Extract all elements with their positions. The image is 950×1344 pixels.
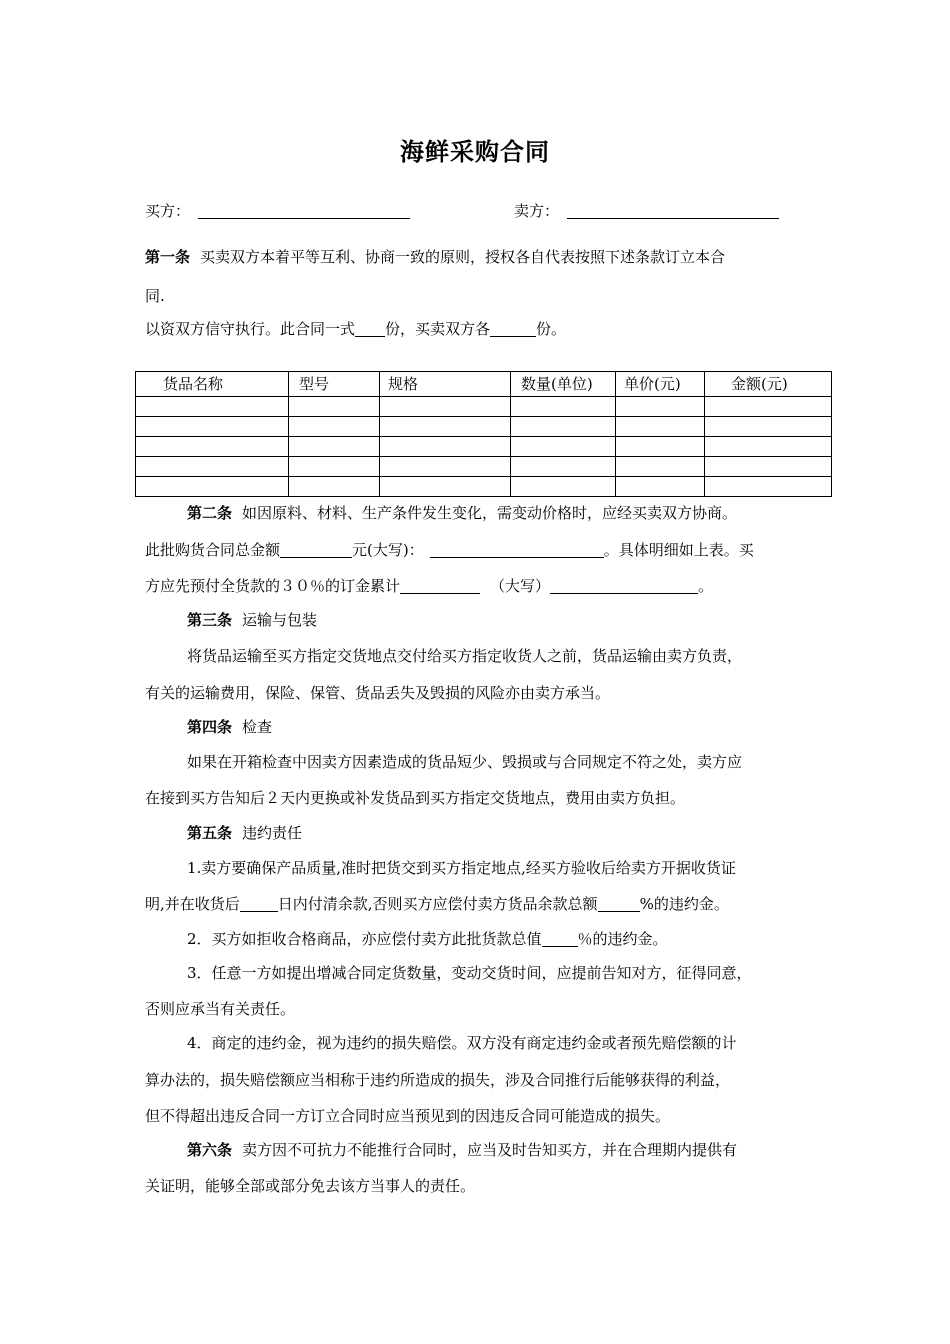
table-cell[interactable] [616, 397, 705, 417]
article-5-text-2a: 2．买方如拒收合格商品，亦应偿付卖方此批货款总值 [187, 930, 542, 948]
article-5-title: 违约责任 [242, 824, 303, 842]
table-cell[interactable] [289, 417, 380, 437]
article-5-item-2 [187, 928, 668, 949]
article-2-text-3b: （大写） [490, 577, 551, 595]
article-1-text-1: 买卖双方本着平等互利、协商一致的原则，授权各自代表按照下述条款订立本合 [200, 248, 726, 266]
article-2-line-3 [145, 575, 713, 596]
article-6-line-2: 关证明，能够全部或部分免去该方当事人的责任。 [145, 1177, 476, 1195]
header-quantity: 数量(单位) [511, 372, 616, 397]
copies-blank [355, 322, 385, 337]
article-5-heading-line [187, 822, 302, 843]
article-5-item-4-line-1: 4．商定的违约金，视为违约的损失赔偿。双方没有商定违约金或者预先赔偿额的计 [187, 1034, 737, 1052]
table-cell[interactable] [511, 477, 616, 497]
table-cell[interactable] [136, 417, 289, 437]
total-amount-words-blank [430, 543, 604, 558]
article-6-heading: 第六条 [187, 1141, 233, 1159]
article-1-heading: 第一条 [145, 248, 191, 266]
article-2-text-3c: 。 [698, 577, 714, 595]
each-copies-blank [490, 322, 536, 337]
refusal-percent-blank [542, 932, 578, 947]
table-cell[interactable] [289, 437, 380, 457]
article-2-text-2b: 元(大写)： [352, 541, 424, 559]
article-5-item-3-line-1: 3．任意一方如提出增减合同定货数量，变动交货时间，应提前告知对方，征得同意， [187, 964, 752, 982]
table-row [136, 397, 832, 417]
table-cell[interactable] [511, 417, 616, 437]
buyer-blank [198, 204, 410, 219]
table-cell[interactable] [289, 477, 380, 497]
article-4-line-1: 如果在开箱检查中因卖方因素造成的货品短少、毁损或与合同规定不符之处，卖方应 [187, 753, 743, 771]
table-cell[interactable] [289, 397, 380, 417]
article-1-text-3b: 份，买卖双方各 [385, 320, 491, 338]
article-5-text-1c: %的违约金。 [639, 895, 729, 913]
seller-blank [567, 204, 779, 219]
table-cell[interactable] [380, 417, 511, 437]
article-4-title: 检查 [242, 718, 273, 736]
buyer-field [145, 200, 410, 221]
goods-table [135, 371, 832, 497]
article-3-heading: 第三条 [187, 611, 233, 629]
article-3-line-1: 将货品运输至买方指定交货地点交付给买方指定收货人之前，货品运输由卖方负责， [187, 647, 743, 665]
table-cell[interactable] [136, 477, 289, 497]
article-1-text-3c: 份。 [536, 320, 567, 338]
article-1-line-2: 同. [145, 287, 165, 305]
table-cell[interactable] [511, 397, 616, 417]
payment-days-blank [240, 897, 278, 912]
header-unit-price: 单价(元) [616, 372, 705, 397]
table-cell[interactable] [616, 477, 705, 497]
article-3-line-2: 有关的运输费用，保险、保管、货品丢失及毁损的风险亦由卖方承当。 [145, 684, 611, 702]
table-cell[interactable] [705, 477, 832, 497]
article-2-text-1: 如因原料、材料、生产条件发生变化，需变动价格时，应经买卖双方协商。 [242, 504, 738, 522]
buyer-label: 买方： [145, 202, 191, 220]
article-5-item-4-line-2: 算办法的，损失赔偿额应当相称于违约所造成的损失，涉及合同推行后能够获得的利益， [145, 1071, 731, 1089]
table-cell[interactable] [511, 457, 616, 477]
article-2-text-2c: 。具体明细如上表。买 [603, 541, 754, 559]
table-cell[interactable] [705, 437, 832, 457]
article-1-line-3 [145, 318, 566, 339]
article-4-line-2: 在接到买方告知后２天内更换或补发货品到买方指定交货地点，费用由卖方负担。 [145, 789, 686, 807]
table-header-row [136, 372, 832, 397]
table-cell[interactable] [705, 397, 832, 417]
table-cell[interactable] [705, 417, 832, 437]
table-cell[interactable] [136, 397, 289, 417]
deposit-words-blank [550, 579, 698, 594]
article-3-heading-line [187, 609, 317, 630]
article-6-line-1 [187, 1139, 737, 1160]
table-cell[interactable] [289, 457, 380, 477]
article-4-heading: 第四条 [187, 718, 233, 736]
table-cell[interactable] [380, 457, 511, 477]
article-6-text-1: 卖方因不可抗力不能推行合同时，应当及时告知买方，并在合理期内提供有 [242, 1141, 738, 1159]
total-amount-blank [280, 543, 352, 558]
table-cell[interactable] [511, 437, 616, 457]
article-1-line-1 [145, 246, 725, 267]
penalty-percent-blank [598, 897, 640, 912]
article-5-item-1-line-1: 1.卖方要确保产品质量,准时把货交到买方指定地点,经买方验收后给卖方开据收货证 [187, 859, 736, 877]
table-row [136, 457, 832, 477]
article-2-heading: 第二条 [187, 504, 233, 522]
table-row [136, 477, 832, 497]
article-1-text-3a: 以资双方信守执行。此合同一式 [145, 320, 356, 338]
header-amount: 金额(元) [705, 372, 832, 397]
table-cell[interactable] [616, 457, 705, 477]
article-2-text-3a: 方应先预付全货款的３０％的订金累计 [145, 577, 401, 595]
article-2-line-2 [145, 539, 754, 560]
table-cell[interactable] [380, 437, 511, 457]
header-model: 型号 [289, 372, 380, 397]
seller-label: 卖方： [514, 202, 560, 220]
table-cell[interactable] [616, 417, 705, 437]
table-cell[interactable] [380, 477, 511, 497]
article-2-line-1 [187, 502, 737, 523]
table-cell[interactable] [136, 437, 289, 457]
article-5-item-3-line-2: 否则应承当有关责任。 [145, 1000, 296, 1018]
article-5-heading: 第五条 [187, 824, 233, 842]
table-row [136, 437, 832, 457]
header-spec: 规格 [380, 372, 511, 397]
document-title: 海鲜采购合同 [400, 137, 550, 166]
deposit-blank [400, 579, 480, 594]
header-goods-name: 货品名称 [136, 372, 289, 397]
article-5-item-1-line-2 [145, 893, 729, 914]
article-2-text-2a: 此批购货合同总金额 [145, 541, 281, 559]
table-cell[interactable] [380, 397, 511, 417]
table-cell[interactable] [136, 457, 289, 477]
article-5-text-1b: 日内付清余款,否则买方应偿付卖方货品余款总额 [277, 895, 598, 913]
article-5-text-1a: 明,并在收货后 [145, 895, 240, 913]
article-4-heading-line [187, 716, 272, 737]
table-row [136, 417, 832, 437]
seller-field [514, 200, 779, 221]
article-3-title: 运输与包装 [242, 611, 318, 629]
article-5-text-2b: ％的违约金。 [577, 930, 668, 948]
table-cell[interactable] [705, 457, 832, 477]
article-5-item-4-line-3: 但不得超出违反合同一方订立合同时应当预见到的因违反合同可能造成的损失。 [145, 1107, 671, 1125]
table-cell[interactable] [616, 437, 705, 457]
